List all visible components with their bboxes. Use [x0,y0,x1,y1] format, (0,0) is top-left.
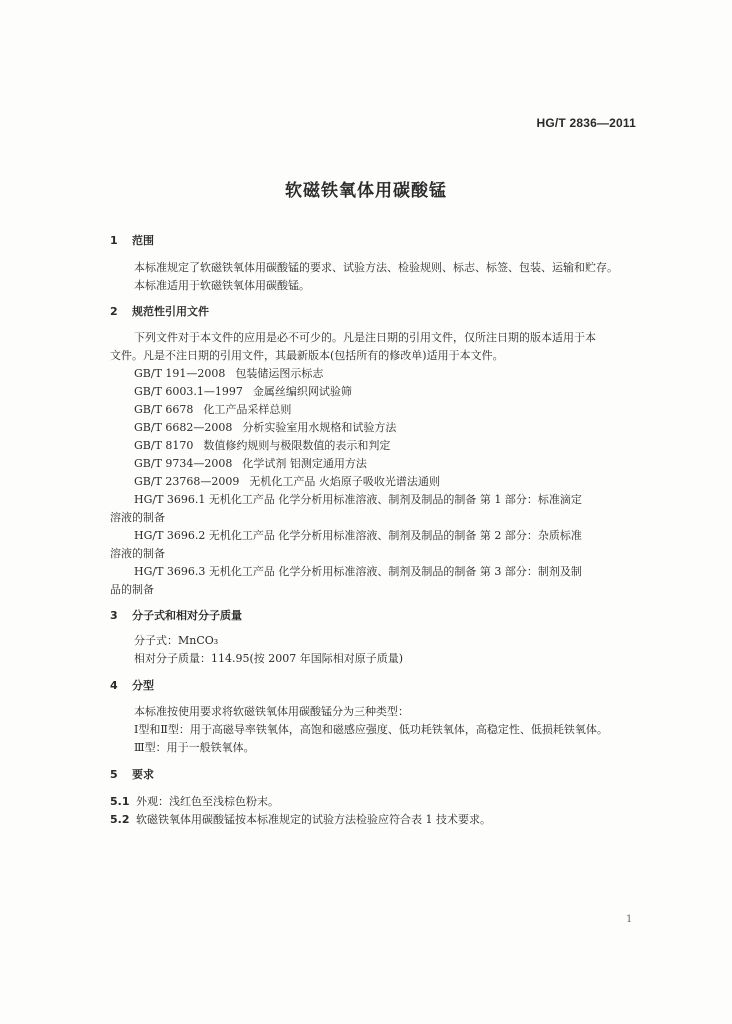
reference-id: GB/T 8170 [134,439,194,452]
section-4-line: 本标准按使用要求将软磁铁氧体用碳酸锰分为三种类型： [134,705,409,718]
section-number: 3 [110,609,118,622]
reference-id: GB/T 191—2008 [134,367,226,380]
reference-name: 无机化工产品 火焰原子吸收光谱法通则 [249,475,440,488]
reference-id: GB/T 6682—2008 [134,421,233,434]
section-title: 分型 [132,679,154,692]
reference-name: 数值修约规则与极限数值的表示和判定 [203,439,391,452]
reference-id: GB/T 6003.1—1997 [134,385,243,398]
page-number: 1 [626,914,633,925]
section-title: 要求 [132,768,154,781]
section-4-line: Ⅰ型和Ⅱ型：用于高磁导率铁氧体，高饱和磁感应强度、低功耗铁氧体，高稳定性、低损耗铁氧体。 [134,723,608,736]
section-title: 范围 [132,234,154,247]
reference-id: GB/T 9734—2008 [134,457,233,470]
reference-item-hg: HG/T 3696.3 无机化工产品 化学分析用标准溶液、制剂及制品的制备 第 3 部分：制剂及制 [134,565,582,578]
reference-item-hg-continued: 品的制备 [110,583,154,596]
requirement-number: 5.2 [110,813,130,826]
section-2-heading [110,305,209,319]
standard-code: HG/T 2836—2011 [536,116,636,130]
requirement-item [110,795,279,809]
reference-name: 分析实验室用水规格和试验方法 [242,421,397,434]
reference-item [134,403,291,417]
section-3-heading [110,609,242,623]
reference-id: GB/T 23768—2009 [134,475,240,488]
reference-item [134,367,323,381]
section-2-intro: 文件。凡是不注日期的引用文件，其最新版本(包括所有的修改单)适用于本文件。 [110,349,504,362]
reference-id: GB/T 6678 [134,403,194,416]
section-5-heading [110,768,154,782]
requirement-item [110,813,491,827]
document-title: 软磁铁氧体用碳酸锰 [285,181,447,201]
section-number: 4 [110,679,118,692]
reference-item [134,385,352,399]
reference-name: 化工产品采样总则 [203,403,292,416]
section-2-intro: 下列文件对于本文件的应用是必不可少的。凡是注日期的引用文件，仅所注日期的版本适用于本 [134,331,596,344]
relative-molecular-mass: 相对分子质量：114.95(按 2007 年国际相对原子质量) [134,652,404,665]
reference-name: 金属丝编织网试验筛 [252,385,352,398]
requirement-text: 软磁铁氧体用碳酸锰按本标准规定的试验方法检验应符合表 1 技术要求。 [136,813,491,826]
reference-item-hg-continued: 溶液的制备 [110,511,165,524]
molecular-formula: 分子式：MnCO₃ [134,634,219,647]
requirement-text: 外观：浅红色至浅棕色粉末。 [136,795,279,808]
section-1-heading [110,234,154,248]
section-number: 1 [110,234,118,247]
reference-name: 化学试剂 铝测定通用方法 [242,457,367,470]
section-title: 规范性引用文件 [132,305,209,318]
section-1-paragraph: 本标准适用于软磁铁氧体用碳酸锰。 [134,279,310,292]
section-title: 分子式和相对分子质量 [132,609,242,622]
section-4-heading [110,679,154,693]
section-1-paragraph: 本标准规定了软磁铁氧体用碳酸锰的要求、试验方法、检验规则、标志、标签、包装、运输和贮存。 [134,261,618,274]
section-number: 2 [110,305,118,318]
requirement-number: 5.1 [110,795,130,808]
section-number: 5 [110,768,118,781]
reference-item-hg-continued: 溶液的制备 [110,547,165,560]
reference-item [134,457,367,471]
reference-item [134,421,396,435]
reference-item [134,439,390,453]
reference-name: 包装储运图示标志 [235,367,324,380]
reference-item-hg: HG/T 3696.1 无机化工产品 化学分析用标准溶液、制剂及制品的制备 第 1 部分：标准滴定 [134,493,582,506]
reference-item-hg: HG/T 3696.2 无机化工产品 化学分析用标准溶液、制剂及制品的制备 第 2 部分：杂质标准 [134,529,582,542]
reference-item [134,475,440,489]
section-4-line: Ⅲ型：用于一般铁氧体。 [134,741,255,754]
